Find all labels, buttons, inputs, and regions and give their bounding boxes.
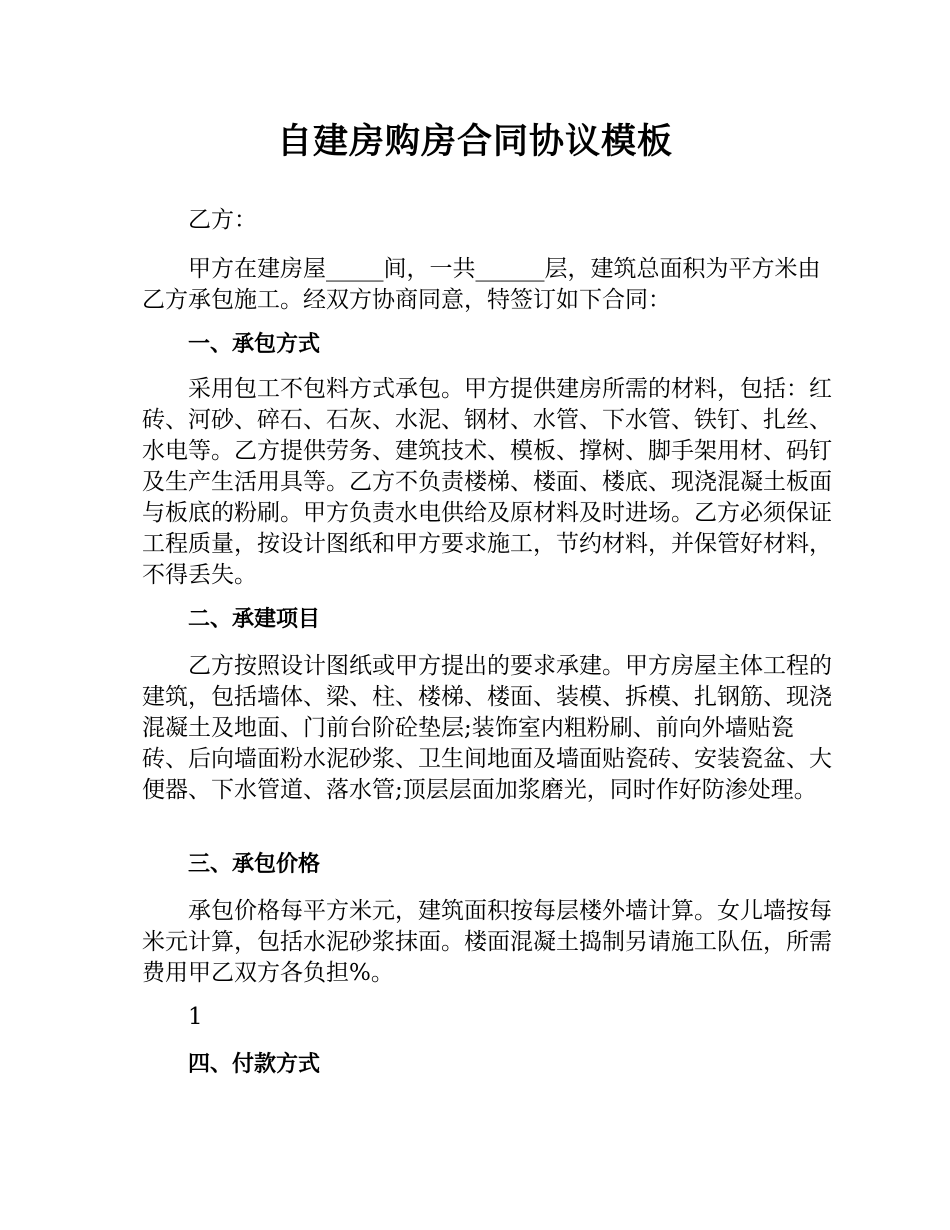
page-number: 1 <box>188 1004 203 1030</box>
section-body-3: 承包价格每平方米元，建筑面积按每层楼外墙计算。女儿墙按每米元计算，包括水泥砂浆抹面。楼面混凝土捣制另请施工队伍，所需费用甲乙双方各负担%。 <box>142 898 832 986</box>
party-b-line: 乙方： <box>188 207 257 233</box>
section-body-2: 乙方按照设计图纸或甲方提出的要求承建。甲方房屋主体工程的建筑，包括墙体、梁、柱、楼梯、楼面、装模、拆模、扎钢筋、现浇混凝土及地面、门前台阶砼垫层;装饰室内粗粉刷、前向外墙贴瓷砖、后向墙面粉水泥砂浆、卫生间地面及墙面贴瓷砖、安装瓷盆、大便器、下水管道、落水管;顶层层面加浆磨光，同时作好防渗处理。 <box>142 653 832 803</box>
section-heading-4: 四、付款方式 <box>188 1052 321 1077</box>
section-body-1: 采用包工不包料方式承包。甲方提供建房所需的材料，包括：红砖、河砂、碎石、石灰、水泥、钢材、水管、下水管、铁钉、扎丝、水电等。乙方提供劳务、建筑技术、模板、撑树、脚手架用材、码钉及生产生活用具等。乙方不负责楼梯、楼面、楼底、现浇混凝土板面与板底的粉刷。甲方负责水电供给及原材料及时进场。乙方必须保证工程质量，按设计图纸和甲方要求施工，节约材料，并保管好材料，不得丢失。 <box>142 376 832 588</box>
intro-paragraph: 甲方在建房屋_____间，一共______层，建筑总面积为平方米由乙方承包施工。经双方协商同意，特签订如下合同： <box>142 256 821 313</box>
document-title: 自建房购房合同协议模板 <box>276 122 673 162</box>
section-heading-1: 一、承包方式 <box>188 332 321 357</box>
section-heading-2: 二、承建项目 <box>188 607 321 632</box>
section-heading-3: 三、承包价格 <box>188 852 321 877</box>
